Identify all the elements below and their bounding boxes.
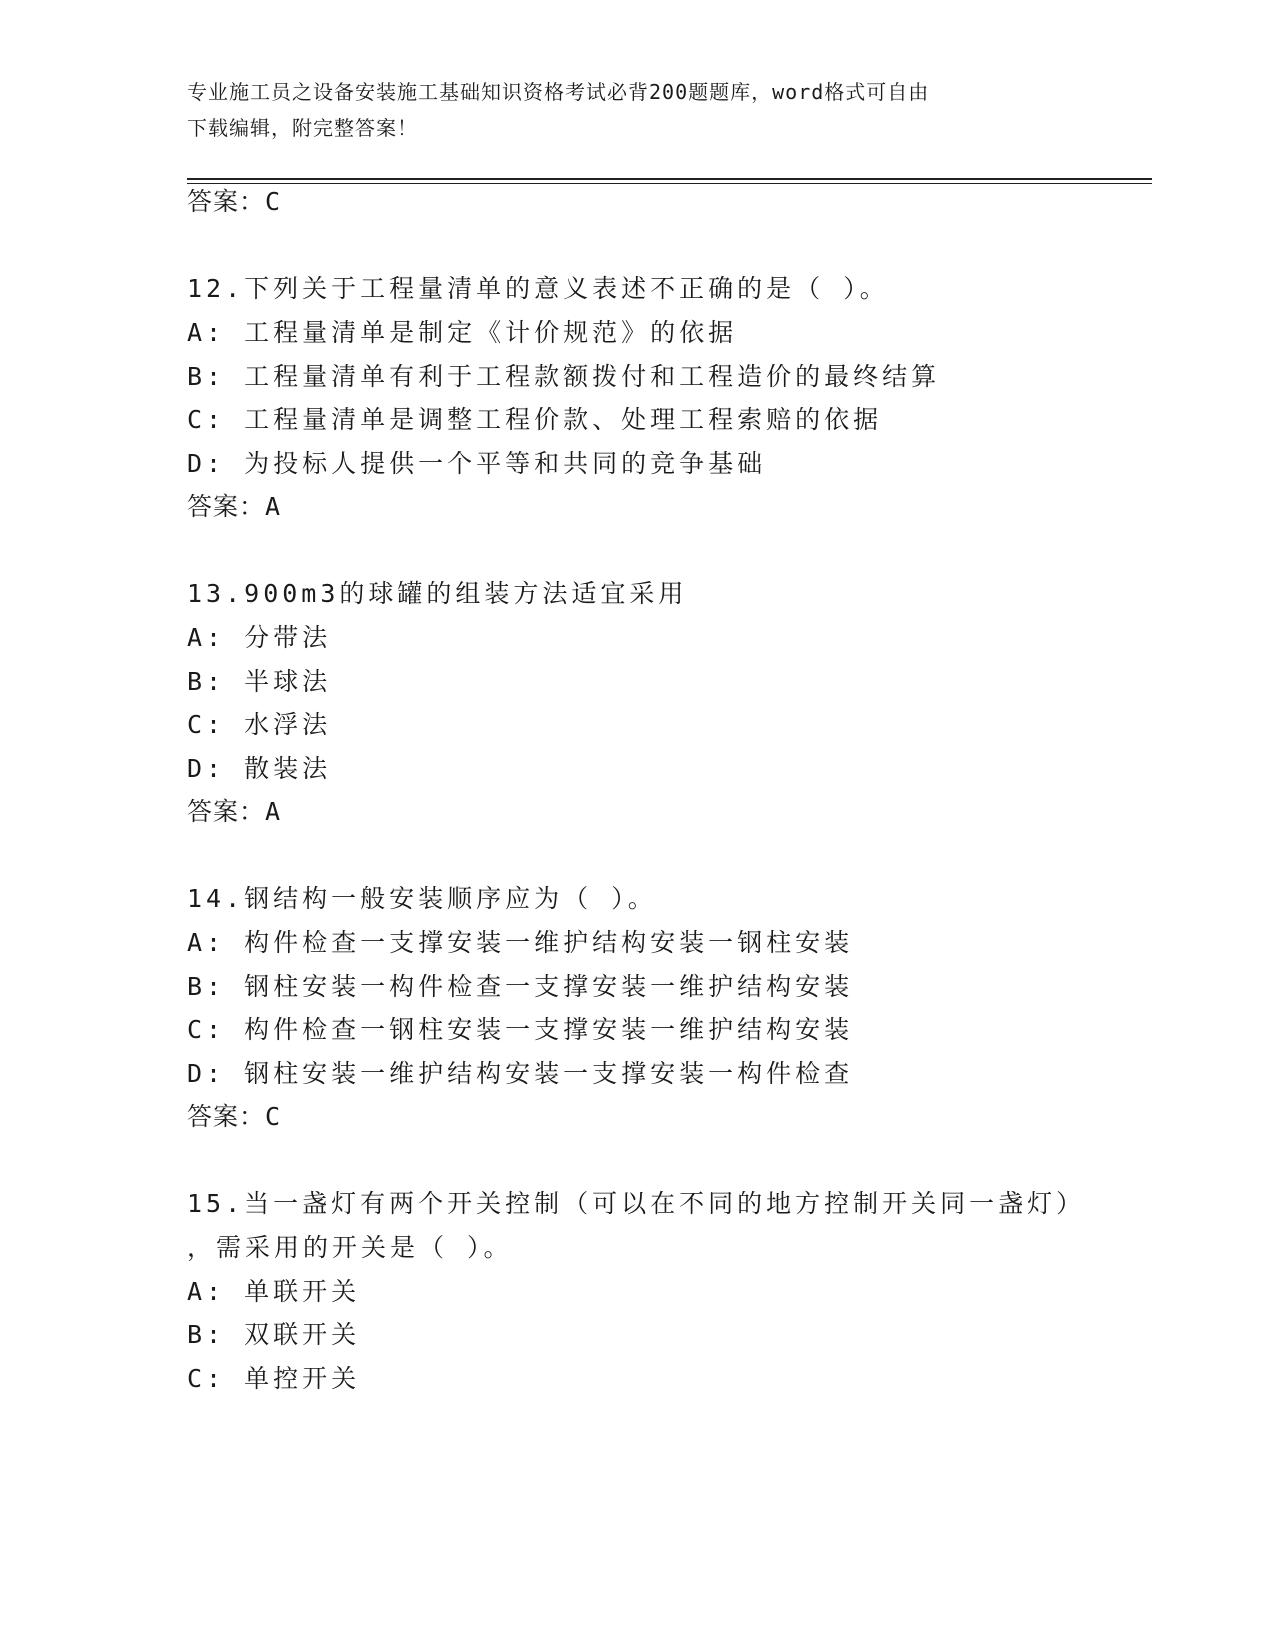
question-15-option-a: A: 单联开关 (187, 1277, 361, 1306)
question-12-option-c: C: 工程量清单是调整工程价款、处理工程索赔的依据 (187, 405, 883, 434)
answer-11: 答案：C (187, 187, 282, 216)
question-14-stem: 14.钢结构一般安装顺序应为（ ）。 (187, 884, 657, 913)
question-12-option-d: D: 为投标人提供一个平等和共同的竞争基础 (187, 449, 767, 478)
question-15-stem-line-1: 15.当一盏灯有两个开关控制（可以在不同的地方控制开关同一盏灯） (187, 1189, 1086, 1218)
question-14-answer: 答案：C (187, 1102, 282, 1131)
question-12-stem: 12.下列关于工程量清单的意义表述不正确的是（ ）。 (187, 274, 889, 303)
question-13-option-d: D: 散装法 (187, 754, 332, 783)
question-15-option-b: B: 双联开关 (187, 1320, 361, 1349)
header-line-1: 专业施工员之设备安装施工基础知识资格考试必背200题题库，word格式可自由 (187, 80, 930, 104)
question-12-option-b: B: 工程量清单有利于工程款额拨付和工程造价的最终结算 (187, 362, 941, 391)
question-13-answer: 答案：A (187, 797, 282, 826)
question-12-option-a: A: 工程量清单是制定《计价规范》的依据 (187, 318, 738, 347)
header-line-2: 下载编辑，附完整答案！ (187, 116, 418, 140)
question-13-option-b: B: 半球法 (187, 667, 332, 696)
question-13-option-a: A: 分带法 (187, 623, 332, 652)
question-14-option-d: D: 钢柱安装一维护结构安装一支撑安装一构件检查 (187, 1059, 854, 1088)
question-15-option-c: C: 单控开关 (187, 1364, 361, 1393)
header-divider-thick (187, 178, 1152, 180)
document-header (187, 74, 1087, 146)
question-12-answer: 答案：A (187, 492, 282, 521)
question-14-option-a: A: 构件检查一支撑安装一维护结构安装一钢柱安装 (187, 928, 854, 957)
question-14-option-b: B: 钢柱安装一构件检查一支撑安装一维护结构安装 (187, 972, 854, 1001)
question-14-option-c: C: 构件检查一钢柱安装一支撑安装一维护结构安装 (187, 1015, 854, 1044)
question-13-option-c: C: 水浮法 (187, 710, 332, 739)
header-divider-thin (187, 183, 1152, 184)
question-15-stem-line-2: ，需采用的开关是（ ）。 (187, 1233, 513, 1262)
question-13-stem: 13.900m3的球罐的组装方法适宜采用 (187, 579, 688, 608)
